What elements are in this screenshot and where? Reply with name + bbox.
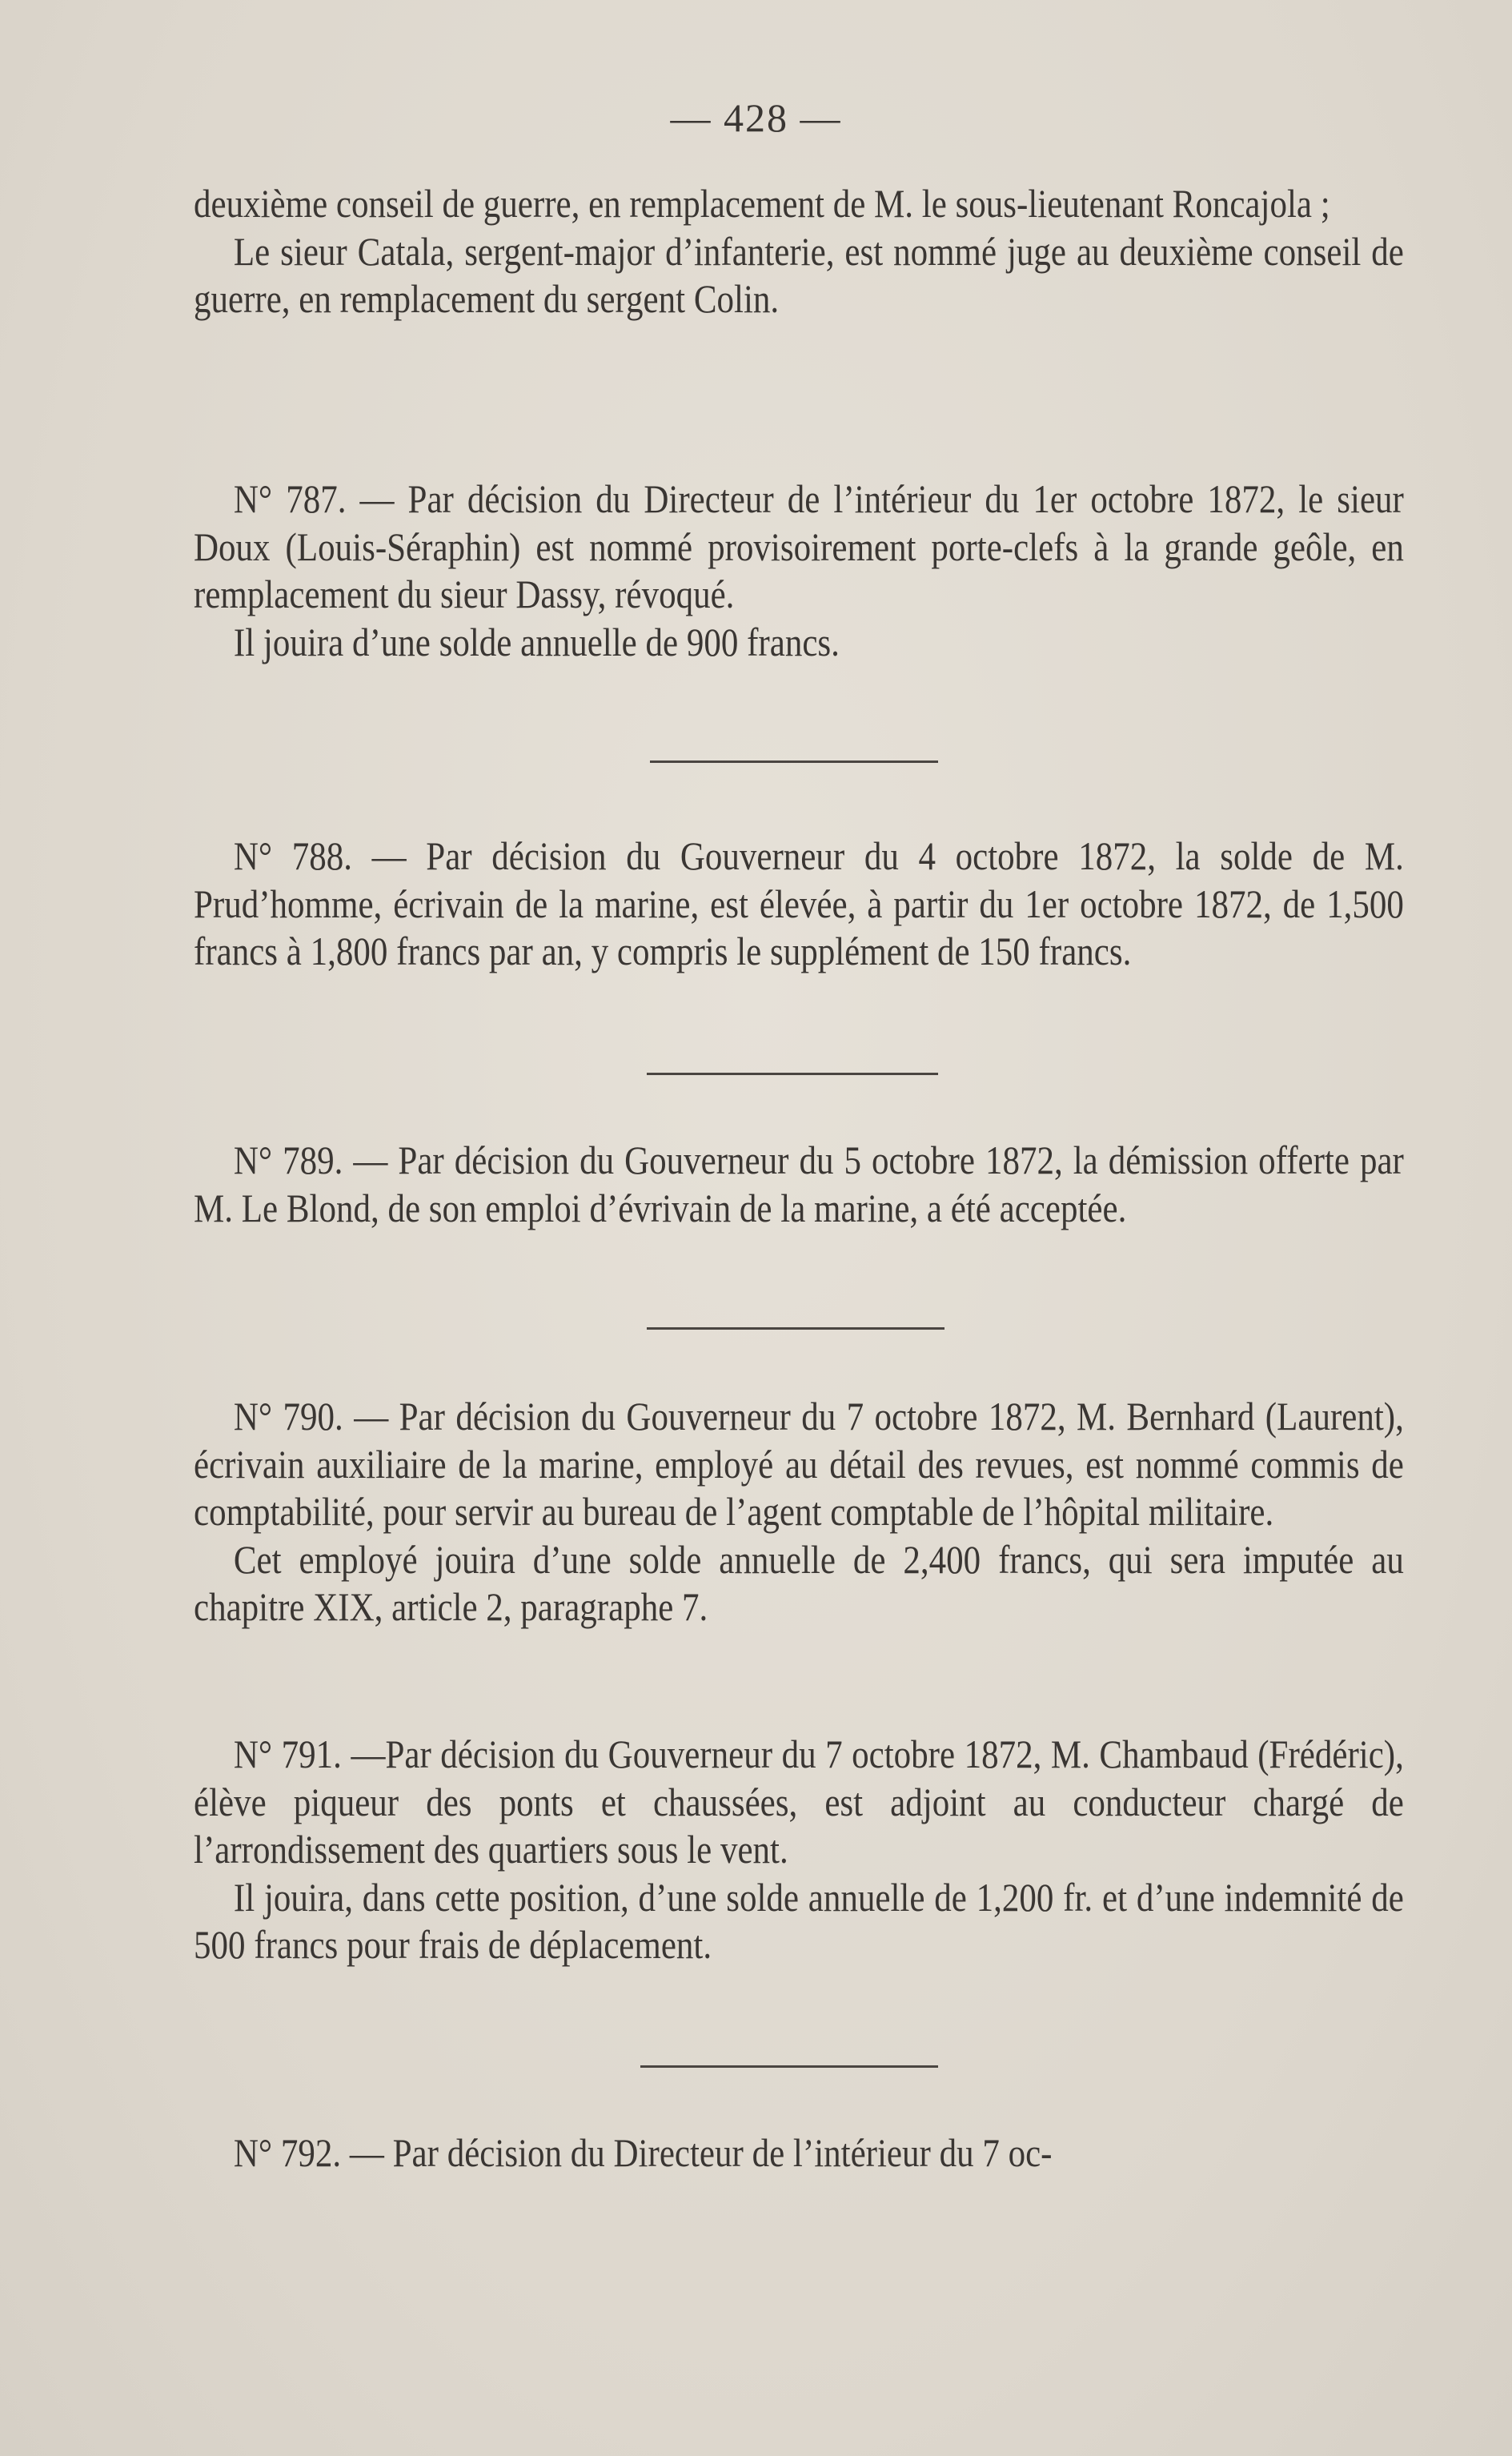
paragraph-789: N° 789. — Par décision du Gouverneur du 5 octobre 1872, la démission offerte par M. Le Blond, de son emploi d’évrivain de la marine, a été acceptée. xyxy=(194,1138,1404,1230)
block-788 xyxy=(194,833,1404,976)
paragraph-790: N° 790. — Par décision du Gouverneur du 7 octobre 1872, M. Bernhard (Laurent), écrivain auxiliaire de la marine, employé au détail des revues, est nommé commis de comptabilité, pour servir au bureau de l’agent comptable de l’hôpital militaire. xyxy=(194,1394,1404,1534)
paragraph-791: N° 791. —Par décision du Gouverneur du 7 octobre 1872, M. Chambaud (Frédéric), élève piqueur des ponts et chaussées, est adjoint au conducteur chargé de l’arrondissement des quartiers sous le vent. xyxy=(194,1732,1404,1872)
block-792 xyxy=(194,2129,1404,2177)
paragraph-788: N° 788. — Par décision du Gouverneur du 4 octobre 1872, la solde de M. Prud’homme, écrivain de la marine, est élevée, à partir du 1er octobre 1872, de 1,500 francs à 1,800 francs par an, y compris le supplément de 150 francs. xyxy=(194,833,1404,973)
paragraph-790-solde: Cet employé jouira d’une solde annuelle de 2,400 francs, qui sera imputée au chapitre XIX, article 2, paragraphe 7. xyxy=(194,1536,1404,1629)
separator-rule xyxy=(647,1073,938,1075)
block-1 xyxy=(194,180,1404,323)
page-number: — 428 — xyxy=(670,95,842,140)
separator-rule xyxy=(647,1327,944,1330)
block-790 xyxy=(194,1393,1404,1631)
paragraph-catala: Le sieur Catala, sergent-major d’infanterie, est nommé juge au deuxième conseil de guerre, en remplacement du sergent Colin. xyxy=(194,228,1404,321)
paragraph-792: N° 792. — Par décision du Directeur de l’intérieur du 7 oc- xyxy=(233,2130,1053,2175)
paragraph-787: N° 787. — Par décision du Directeur de l’intérieur du 1er octobre 1872, le sieur Doux (Louis-Séraphin) est nommé provisoirement porte-clefs à la grande geôle, en remplacement du sieur Dassy, révoqué. xyxy=(194,476,1404,616)
separator-rule xyxy=(650,760,938,763)
separator-rule xyxy=(640,2065,938,2068)
block-789 xyxy=(194,1137,1404,1232)
paragraph-continuation: deuxième conseil de guerre, en remplacement de M. le sous-lieutenant Roncajola ; xyxy=(194,181,1330,226)
paragraph-787-solde: Il jouira d’une solde annuelle de 900 francs. xyxy=(233,619,840,664)
block-787 xyxy=(194,476,1404,666)
block-791 xyxy=(194,1731,1404,1969)
paragraph-791-solde: Il jouira, dans cette position, d’une solde annuelle de 1,200 fr. et d’une indemnité de 500 francs pour frais de déplacement. xyxy=(194,1874,1404,1967)
